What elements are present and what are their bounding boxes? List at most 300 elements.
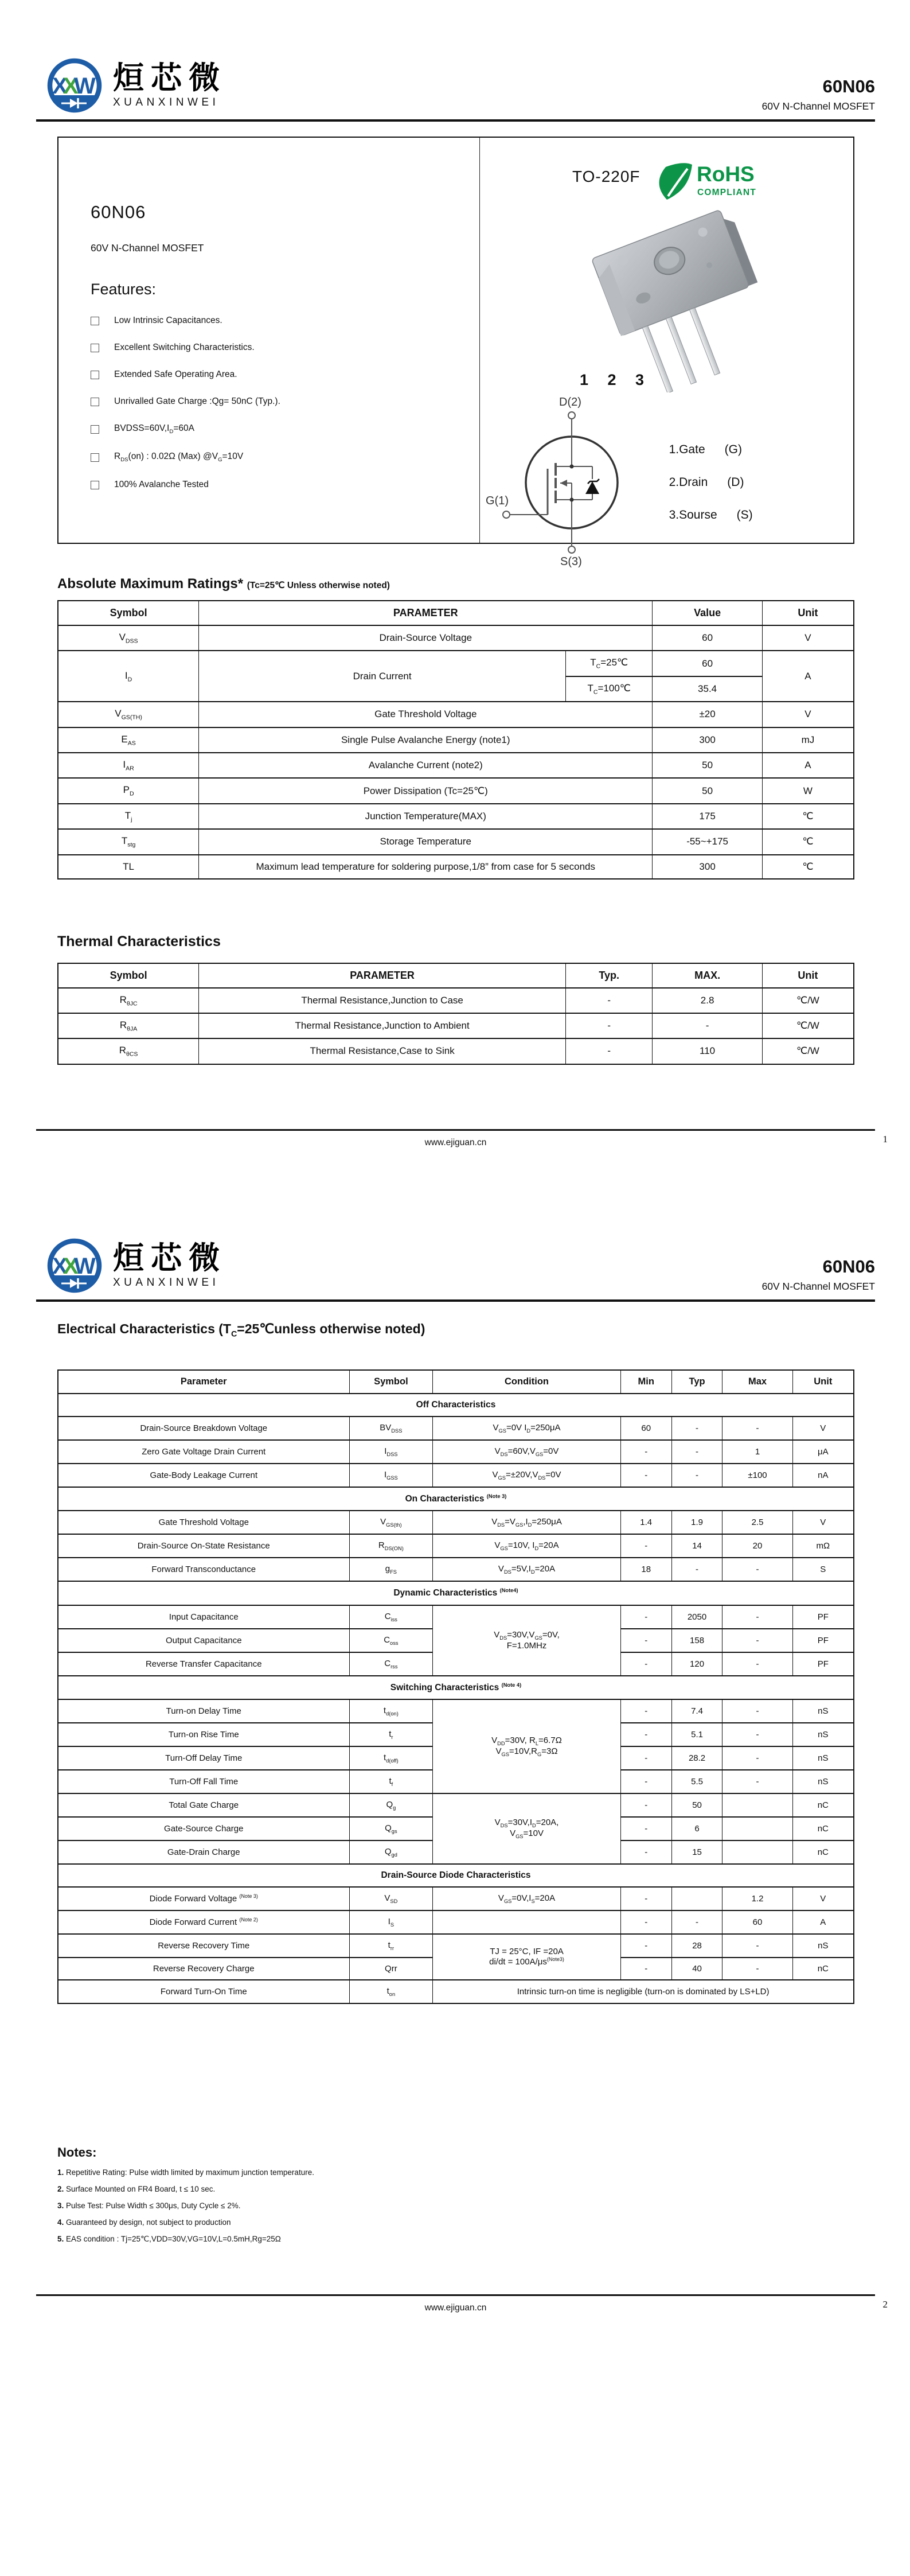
brand-text <box>113 62 226 109</box>
cell: PF <box>792 1605 854 1629</box>
cell: $V_{GS(TH)}$ <box>58 702 199 727</box>
cell: mJ <box>762 727 854 753</box>
cell: 28.2 <box>671 1746 722 1770</box>
notes-list <box>57 2168 854 2244</box>
header-part-block <box>762 1256 875 1296</box>
cell: nS <box>792 1746 854 1770</box>
abs-max-subtitle: (Tc=25℃ Unless otherwise noted) <box>247 581 390 590</box>
note-item <box>57 2168 854 2177</box>
features-list <box>91 316 462 490</box>
table-row <box>58 1910 854 1934</box>
table-row <box>58 753 854 778</box>
checkbox-icon <box>91 481 99 489</box>
electrical-table <box>57 1369 854 2003</box>
thermal-grid <box>57 963 854 1065</box>
cell: 300 <box>653 855 763 879</box>
cell: Turn-Off Fall Time <box>58 1770 349 1793</box>
table-row <box>58 1464 854 1487</box>
table-row <box>58 651 854 676</box>
cell: Drain-Source Voltage <box>199 625 653 651</box>
brand-text <box>113 1242 226 1289</box>
cell: - <box>620 1440 671 1464</box>
feature-text: 100% Avalanche Tested <box>114 480 209 490</box>
section-title: Switching Characteristics $^{(Note 4)}$ <box>58 1676 854 1699</box>
checkbox-icon <box>91 425 99 434</box>
cell: 6 <box>671 1817 722 1840</box>
column-header: PARAMETER <box>199 601 653 625</box>
brand-logo <box>36 55 226 116</box>
cell: $V_{DSS}$ <box>58 625 199 651</box>
cell: nC <box>792 1958 854 1980</box>
table-row <box>58 1699 854 1723</box>
page2-footer <box>36 2294 888 2313</box>
cell: 1 <box>722 1440 792 1464</box>
section-title: Drain-Source Diode Characteristics <box>58 1864 854 1887</box>
table-row <box>58 1605 854 1629</box>
abs-max-heading <box>57 576 854 592</box>
header-part-number: 60N06 <box>822 1256 875 1277</box>
feature-text: Extended Safe Operating Area. <box>114 369 237 379</box>
cell: - <box>722 1699 792 1723</box>
note-text: Pulse Test: Pulse Width ≤ 300μs, Duty Cycle ≤ 2%. <box>66 2201 241 2210</box>
checkbox-icon <box>91 371 99 379</box>
cell: Total Gate Charge <box>58 1793 349 1817</box>
cell: 60 <box>722 1910 792 1934</box>
cell: ±100 <box>722 1464 792 1487</box>
pin-code: (G) <box>724 443 742 456</box>
cell: 158 <box>671 1629 722 1652</box>
cell: 120 <box>671 1652 722 1676</box>
cell: nS <box>792 1934 854 1958</box>
cell: $I_{DSS}$ <box>349 1440 433 1464</box>
cell: - <box>620 1629 671 1652</box>
mosfet-symbol <box>480 396 669 569</box>
cell: 5.1 <box>671 1723 722 1746</box>
cell: PF <box>792 1652 854 1676</box>
cell: - <box>620 1605 671 1629</box>
cell: Gate-Source Charge <box>58 1817 349 1840</box>
pin-code: (S) <box>736 508 753 522</box>
cell: Diode Forward Voltage $^{(Note 3)}$ <box>58 1887 349 1910</box>
cell: 2050 <box>671 1605 722 1629</box>
feature-item <box>91 316 462 326</box>
feature-text: Low Intrinsic Capacitances. <box>114 316 222 325</box>
cell: 300 <box>653 727 763 753</box>
table-row <box>58 1440 854 1464</box>
cell <box>671 1887 722 1910</box>
note-text: EAS condition : Tj=25℃,VDD=30V,VG=10V,L=0.5mH,Rg=25Ω <box>66 2234 281 2243</box>
cell: A <box>762 753 854 778</box>
cell: - <box>620 1934 671 1958</box>
section-title: Dynamic Characteristics $^{(Note4)}$ <box>58 1581 854 1605</box>
header-row <box>58 963 854 988</box>
cell: $V_{GS}=0V$ $I_D=250\mu A$ <box>433 1417 621 1440</box>
pin-legend-row <box>669 476 753 489</box>
cell: ℃/W <box>762 1013 854 1038</box>
brand-latin-name: XUANXINWEI <box>113 96 220 108</box>
pin-label: 3.Sourse <box>669 508 717 522</box>
section-row <box>58 1487 854 1511</box>
cell: Maximum lead temperature for soldering purpose,1/8” from case for 5 seconds <box>199 855 653 879</box>
cell: A <box>762 651 854 702</box>
cell: nC <box>792 1793 854 1817</box>
svg-text:X: X <box>52 1253 68 1279</box>
table-row <box>58 1793 854 1817</box>
cell: $Q_{gs}$ <box>349 1817 433 1840</box>
footer-page-number: 2 <box>882 2298 888 2310</box>
abs-max-title: Absolute Maximum Ratings* <box>57 576 244 592</box>
cell: $T_{stg}$ <box>58 829 199 854</box>
cell: 1.9 <box>671 1511 722 1534</box>
brand-latin-name: XUANXINWEI <box>113 1276 220 1289</box>
product-part-number: 60N06 <box>91 202 146 222</box>
brand-mark-icon <box>44 1235 105 1296</box>
cell: $R_{\theta JA}$ <box>58 1013 199 1038</box>
cell: PF <box>792 1629 854 1652</box>
cell: $t_{on}$ <box>349 1980 433 2003</box>
cell: - <box>722 1605 792 1629</box>
cell: $V_{GS}=0V,I_S=20A$ <box>433 1887 621 1910</box>
cell: $t_{rr}$ <box>349 1934 433 1958</box>
note-item <box>57 2218 854 2227</box>
table-row <box>58 855 854 879</box>
feature-item <box>91 396 462 407</box>
cell: 50 <box>653 753 763 778</box>
cell: $V_{DS}=30V,I_D=20A$, $V_{GS}=10V$ <box>433 1793 621 1864</box>
table-row <box>58 1534 854 1558</box>
cell: $P_D$ <box>58 778 199 803</box>
cell: 7.4 <box>671 1699 722 1723</box>
column-header: Max <box>722 1370 792 1394</box>
brand-chinese-name: 烜芯微 <box>113 61 226 96</box>
cell: Reverse Transfer Capacitance <box>58 1652 349 1676</box>
cell: $V_{GS}=10V$, $I_D=20A$ <box>433 1534 621 1558</box>
cell: 28 <box>671 1934 722 1958</box>
cell: $V_{DS}=30V,V_{GS}=0V$, F=1.0MHz <box>433 1605 621 1676</box>
cell: V <box>762 702 854 727</box>
cell: $Q_g$ <box>349 1793 433 1817</box>
svg-text:X: X <box>63 73 79 99</box>
cell <box>722 1840 792 1864</box>
cell: Forward Turn-On Time <box>58 1980 349 2003</box>
feature-item <box>91 452 462 463</box>
checkbox-icon <box>91 344 99 352</box>
column-header: Min <box>620 1370 671 1394</box>
note-number: 3. <box>57 2201 67 2210</box>
thermal-table <box>57 963 854 1065</box>
table-row <box>58 988 854 1013</box>
table-row <box>58 1980 854 2003</box>
table-row <box>58 804 854 829</box>
cell: - <box>671 1417 722 1440</box>
cell: $T_j$ <box>58 804 199 829</box>
cell: $V_{DS}=5V,I_D=20A$ <box>433 1558 621 1581</box>
thermal-title: Thermal Characteristics <box>57 933 221 950</box>
note-text: Surface Mounted on FR4 Board, t ≤ 10 sec. <box>66 2184 216 2193</box>
cell: -55~+175 <box>653 829 763 854</box>
cell: $t_{d(off)}$ <box>349 1746 433 1770</box>
cell: 5.5 <box>671 1770 722 1793</box>
cell: ℃ <box>762 804 854 829</box>
checkbox-icon <box>91 398 99 406</box>
cell: Thermal Resistance,Junction to Ambient <box>199 1013 566 1038</box>
cell: - <box>722 1558 792 1581</box>
amr-grid <box>57 600 854 880</box>
cell: nS <box>792 1723 854 1746</box>
cell: $V_{DS}=60V,V_{GS}=0V$ <box>433 1440 621 1464</box>
brand-mark-icon <box>44 55 105 116</box>
cell: Reverse Recovery Charge <box>58 1958 349 1980</box>
cell: Diode Forward Current $^{(Note 2)}$ <box>58 1910 349 1934</box>
cell: - <box>566 1013 653 1038</box>
svg-text:W: W <box>74 1253 96 1279</box>
cell: Single Pulse Avalanche Energy (note1) <box>199 727 653 753</box>
svg-text:COMPLIANT: COMPLIANT <box>697 188 756 197</box>
table-row <box>58 625 854 651</box>
table-row <box>58 1887 854 1910</box>
cell: $V_{DS}=V_{GS},I_D=250\mu A$ <box>433 1511 621 1534</box>
column-header: MAX. <box>653 963 763 988</box>
cell: Output Capacitance <box>58 1629 349 1652</box>
cell: 14 <box>671 1534 722 1558</box>
cell: 15 <box>671 1840 722 1864</box>
cell: mΩ <box>792 1534 854 1558</box>
column-header: Value <box>653 601 763 625</box>
table-row <box>58 727 854 753</box>
note-text: Guaranteed by design, not subject to production <box>66 2217 231 2227</box>
note-item <box>57 2201 854 2210</box>
cell: Intrinsic turn-on time is negligible (turn-on is dominated by LS+LD) <box>433 1980 854 2003</box>
cell: - <box>620 1723 671 1746</box>
brand-chinese-name: 烜芯微 <box>113 1240 226 1275</box>
cell: Thermal Resistance,Case to Sink <box>199 1038 566 1064</box>
symbol-gate-label: G(1) <box>485 495 509 507</box>
cell: Gate Threshold Voltage <box>58 1511 349 1534</box>
abs-max-table <box>57 600 854 880</box>
cell: $R_{\theta CS}$ <box>58 1038 199 1064</box>
cell: - <box>620 1910 671 1934</box>
cell: TJ = 25°C, IF =20A $di/dt = 100A/\mu s^{(Note3)}$ <box>433 1934 621 1980</box>
rohs-compliant-icon <box>654 159 761 205</box>
cell: - <box>620 1746 671 1770</box>
footer-site: www.ejiguan.cn <box>424 1137 487 1147</box>
package-panel <box>480 138 853 568</box>
cell: 60 <box>653 651 763 676</box>
package-name: TO-220F <box>572 168 640 185</box>
note-item <box>57 2235 854 2244</box>
cell: nC <box>792 1817 854 1840</box>
table-row <box>58 1511 854 1534</box>
cell: 1.4 <box>620 1511 671 1534</box>
feature-item <box>91 369 462 380</box>
column-header: Symbol <box>58 601 199 625</box>
cell: $C_{rss}$ <box>349 1652 433 1676</box>
cell: Reverse Recovery Time <box>58 1934 349 1958</box>
column-header: PARAMETER <box>199 963 566 988</box>
cell: W <box>762 778 854 803</box>
header-row <box>58 1370 854 1394</box>
cell: Gate-Body Leakage Current <box>58 1464 349 1487</box>
section-title: Off Characteristics <box>58 1394 854 1417</box>
cell: - <box>671 1464 722 1487</box>
cell: - <box>722 1723 792 1746</box>
pin-legend <box>669 443 753 522</box>
cell: 2.5 <box>722 1511 792 1534</box>
electrical-title: Electrical Characteristics ($T_C=25℃unless$ otherwise noted) <box>57 1321 425 1339</box>
cell: Turn-Off Delay Time <box>58 1746 349 1770</box>
page-header <box>36 1148 875 1296</box>
svg-text:X: X <box>63 1253 79 1279</box>
product-family: 60V N-Channel MOSFET <box>91 242 204 254</box>
cell: - <box>620 1770 671 1793</box>
feature-item <box>91 343 462 353</box>
cell: 50 <box>653 778 763 803</box>
note-item <box>57 2185 854 2193</box>
cell: - <box>620 1840 671 1864</box>
feature-text: $R_{DS}(on)$ : 0.02Ω (Max) $@V_G=10V$ <box>114 452 244 464</box>
cell: 60 <box>653 625 763 651</box>
table-row <box>58 1013 854 1038</box>
cell: - <box>722 1746 792 1770</box>
column-header: Typ <box>671 1370 722 1394</box>
cell: $V_{GS}=\pm 20V,V_{DS}=0V$ <box>433 1464 621 1487</box>
cell: 20 <box>722 1534 792 1558</box>
column-header: Symbol <box>58 963 199 988</box>
cell: Gate Threshold Voltage <box>199 702 653 727</box>
cell <box>722 1793 792 1817</box>
cell: - <box>620 1793 671 1817</box>
cell: $BV_{DSS}$ <box>349 1417 433 1440</box>
column-header: Typ. <box>566 963 653 988</box>
cell: - <box>566 1038 653 1064</box>
cell: $T_C=100℃$ <box>566 676 653 702</box>
cell: - <box>620 1958 671 1980</box>
column-header: Parameter <box>58 1370 349 1394</box>
header-part-family: 60V N-Channel MOSFET <box>761 1280 875 1292</box>
cell: ℃/W <box>762 1038 854 1064</box>
pin-code: (D) <box>727 476 744 489</box>
cell: ±20 <box>653 702 763 727</box>
cell: 2.8 <box>653 988 763 1013</box>
column-header: Condition <box>433 1370 621 1394</box>
cell: - <box>722 1417 792 1440</box>
note-number: 2. <box>57 2184 67 2193</box>
page-2 <box>0 1148 910 2313</box>
cell: Drain Current <box>199 651 566 702</box>
cell: 110 <box>653 1038 763 1064</box>
cell: ℃ <box>762 855 854 879</box>
cell: $R_{\theta JC}$ <box>58 988 199 1013</box>
table-row <box>58 778 854 803</box>
cell: - <box>620 1699 671 1723</box>
cell: $Q_{gd}$ <box>349 1840 433 1864</box>
cell: nA <box>792 1464 854 1487</box>
column-header: Unit <box>762 601 854 625</box>
cell: 60 <box>620 1417 671 1440</box>
cell: 50 <box>671 1793 722 1817</box>
cell: 18 <box>620 1558 671 1581</box>
cell: V <box>792 1511 854 1534</box>
feature-item <box>91 423 462 435</box>
cell: Forward Transconductance <box>58 1558 349 1581</box>
cell: nC <box>792 1840 854 1864</box>
checkbox-icon <box>91 453 99 462</box>
feature-text: $BVDSS=60V,I_D=60A$ <box>114 423 194 435</box>
cell: - <box>620 1887 671 1910</box>
package-photo <box>543 209 790 392</box>
package-pin-numbers: 1 2 3 <box>580 371 652 388</box>
page1-footer <box>36 1129 888 1148</box>
cell: μA <box>792 1440 854 1464</box>
cell: Gate-Drain Charge <box>58 1840 349 1864</box>
cell: nS <box>792 1770 854 1793</box>
cell: 175 <box>653 804 763 829</box>
pin-legend-row <box>669 443 753 457</box>
cell: $C_{oss}$ <box>349 1629 433 1652</box>
cell <box>722 1817 792 1840</box>
table-row <box>58 1934 854 1958</box>
pin-legend-row <box>669 508 753 522</box>
cell: $I_{AR}$ <box>58 753 199 778</box>
symbol-source-label: S(3) <box>560 555 582 568</box>
header-part-number: 60N06 <box>822 76 875 97</box>
features-title: Features: <box>91 281 157 298</box>
header-rule <box>36 1299 875 1302</box>
section-row <box>58 1676 854 1699</box>
cell: TL <box>58 855 199 879</box>
cell: - <box>620 1464 671 1487</box>
svg-text:RoHS: RoHS <box>696 162 755 186</box>
cell: Power Dissipation (Tc=25℃) <box>199 778 653 803</box>
cell: $V_{SD}$ <box>349 1887 433 1910</box>
cell: $t_f$ <box>349 1770 433 1793</box>
note-number: 1. <box>57 2168 67 2177</box>
checkbox-icon <box>91 317 99 325</box>
footer-site: www.ejiguan.cn <box>424 2302 487 2313</box>
cell: Qrr <box>349 1958 433 1980</box>
cell: A <box>792 1910 854 1934</box>
header-part-block <box>762 76 875 116</box>
cell: $I_D$ <box>58 651 199 702</box>
feature-text: Excellent Switching Characteristics. <box>114 343 255 352</box>
symbol-drain-label: D(2) <box>559 396 581 408</box>
table-row <box>58 702 854 727</box>
cell: - <box>620 1534 671 1558</box>
column-header: Unit <box>762 963 854 988</box>
page-header <box>36 0 875 116</box>
cell: V <box>762 625 854 651</box>
note-text: Repetitive Rating: Pulse width limited by maximum junction temperature. <box>66 2168 314 2177</box>
cell: ℃/W <box>762 988 854 1013</box>
column-header: Symbol <box>349 1370 433 1394</box>
cell: Junction Temperature(MAX) <box>199 804 653 829</box>
cell: $V_{GS(th)}$ <box>349 1511 433 1534</box>
cell: - <box>620 1652 671 1676</box>
cell: nS <box>792 1699 854 1723</box>
cell: - <box>566 988 653 1013</box>
cell: S <box>792 1558 854 1581</box>
cell: $R_{DS(ON)}$ <box>349 1534 433 1558</box>
cell: $I_S$ <box>349 1910 433 1934</box>
brand-logo <box>36 1235 226 1296</box>
cell: $V_{DD}=30V$, $R_L=6.7\Omega$ $V_{GS}=10V,R_G=3\Omega$ <box>433 1699 621 1793</box>
ec-grid <box>57 1369 854 2003</box>
section-row <box>58 1394 854 1417</box>
cell: 1.2 <box>722 1887 792 1910</box>
note-number: 5. <box>57 2234 67 2243</box>
cell: Drain-Source On-State Resistance <box>58 1534 349 1558</box>
table-row <box>58 1558 854 1581</box>
